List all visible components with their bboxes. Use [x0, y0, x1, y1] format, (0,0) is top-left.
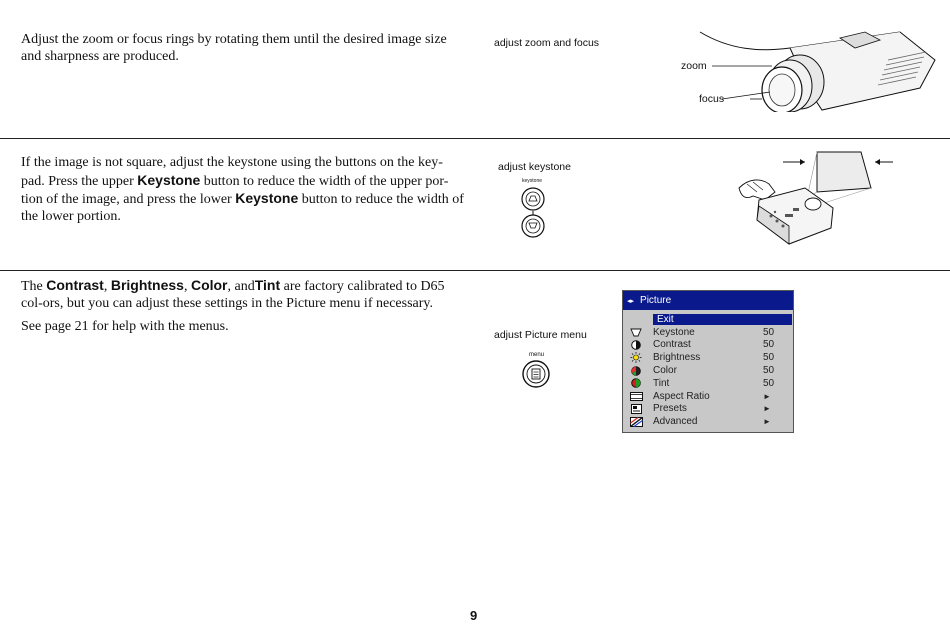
picture-menu-title-bar [623, 291, 793, 310]
submenu-arrow-icon: ► [763, 404, 771, 414]
color-icon [629, 365, 643, 376]
menu-item-label: Exit [653, 314, 792, 325]
keystone-icon [629, 327, 643, 338]
picture-text-3: , [183, 279, 191, 294]
picture-paragraph [21, 277, 466, 312]
left-right-arrows-icon: ◂▸ [627, 297, 635, 305]
menu-item-label: Presets [653, 403, 687, 415]
picture-text-4: , and [227, 279, 255, 294]
menu-item-brightness[interactable] [623, 351, 793, 364]
menu-item-value: 50 [763, 326, 775, 338]
keystone-term-1: Keystone [137, 171, 201, 188]
term-brightness: Brightness [110, 277, 184, 293]
menu-item-value: 50 [763, 377, 775, 389]
keystone-paragraph [21, 155, 466, 225]
section-divider [0, 138, 950, 139]
keystone-text-1: If the image is not square, adjust the keystone using the buttons on the key-pad. Press the upper [21, 155, 443, 189]
zoom-focus-paragraph: Adjust the zoom or focus rings by rotating them until the desired image size and sharpness are produced. [21, 32, 447, 64]
focus-label: focus [699, 93, 725, 105]
picture-menu-items [623, 310, 793, 428]
keystone-term-2: Keystone [235, 190, 299, 206]
keystone-caption: adjust keystone [498, 161, 571, 173]
menu-button-label: menu [529, 352, 545, 358]
keystone-text-3: button to reduce the width of the lower portion. [21, 192, 464, 224]
menu-item-color[interactable] [623, 364, 793, 377]
brightness-icon [629, 352, 643, 363]
menu-button [521, 359, 551, 389]
menu-item-value: 50 [763, 365, 775, 377]
picture-text-5: are factory calibrated to D65 col-ors, but you can adjust these settings in the Picture menu if necessary. [21, 279, 445, 311]
menu-item-label: Advanced [653, 416, 698, 428]
projector-lens-illustration [690, 30, 950, 112]
menu-item-advanced[interactable] [623, 415, 793, 428]
picture-menu-caption: adjust Picture menu [494, 329, 587, 341]
menu-item-label: Contrast [653, 339, 691, 351]
menu-item-tint[interactable] [623, 377, 793, 390]
menu-item-label: Aspect Ratio [653, 390, 710, 402]
submenu-arrow-icon: ► [763, 391, 771, 401]
section-divider [0, 270, 950, 271]
menu-item-label: Brightness [653, 352, 701, 364]
menu-item-keystone[interactable] [623, 326, 793, 339]
keystone-projection-illustration [735, 148, 905, 248]
zoom-label: zoom [681, 60, 707, 72]
keystone-keypad-label: keystone [522, 178, 543, 184]
menu-item-aspect-ratio[interactable] [623, 390, 793, 403]
menu-item-contrast[interactable] [623, 339, 793, 352]
term-color: Color [190, 277, 228, 293]
zoom-focus-caption: adjust zoom and focus [494, 37, 600, 49]
menu-item-exit[interactable] [623, 313, 793, 326]
picture-menu [622, 290, 794, 433]
term-tint: Tint [254, 277, 281, 293]
picture-menu-title: Picture [640, 295, 672, 306]
keystone-text-2: button to reduce the width of the upper por-tion of the image, and press the lower [21, 173, 449, 207]
menu-item-value: 50 [763, 339, 775, 351]
picture-text-1: The [21, 279, 47, 294]
menu-item-presets[interactable] [623, 403, 793, 416]
see-page-note: See page 21 for help with the menus. [21, 319, 229, 334]
page-number: 9 [470, 608, 478, 623]
menu-item-label: Tint [653, 377, 670, 389]
menu-item-value: 50 [763, 352, 775, 364]
picture-text-2: , [103, 279, 111, 294]
advanced-icon [629, 416, 643, 427]
submenu-arrow-icon: ► [763, 417, 771, 427]
tint-icon [629, 378, 643, 389]
aspect-ratio-icon [629, 391, 643, 402]
keystone-keypad [519, 185, 547, 241]
menu-item-label: Keystone [653, 326, 695, 338]
presets-icon [629, 403, 643, 414]
menu-item-label: Color [653, 365, 677, 377]
contrast-icon [629, 339, 643, 350]
term-contrast: Contrast [46, 277, 104, 293]
